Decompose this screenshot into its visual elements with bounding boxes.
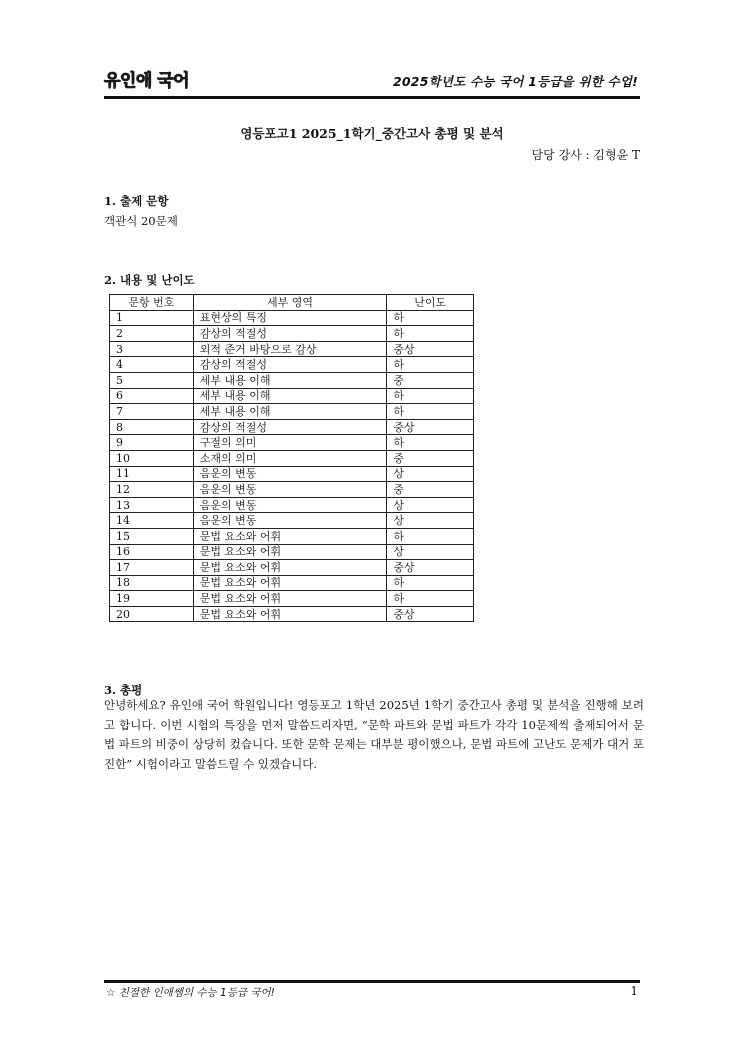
question-number-cell: 1 <box>110 310 194 326</box>
question-number-cell: 10 <box>110 450 194 466</box>
difficulty-cell: 상 <box>387 544 474 560</box>
question-number-cell: 18 <box>110 575 194 591</box>
question-number-cell: 15 <box>110 528 194 544</box>
table-row <box>110 544 474 560</box>
question-number-cell: 5 <box>110 372 194 388</box>
table-row <box>110 482 474 498</box>
difficulty-cell: 상 <box>387 466 474 482</box>
difficulty-cell: 하 <box>387 357 474 373</box>
question-number-cell: 14 <box>110 513 194 529</box>
table-row <box>110 341 474 357</box>
document-title: 영등포고1 2025_1학기_중간고사 총평 및 분석 <box>240 126 504 141</box>
detail-area-cell: 음운의 변동 <box>193 513 387 529</box>
detail-area-cell: 세부 내용 이해 <box>193 388 387 404</box>
detail-area-cell: 문법 요소와 어휘 <box>193 606 387 622</box>
review-paragraph: 안녕하세요? 유인애 국어 학원입니다! 영등포고 1학년 2025년 1학기 중간고사 총평 및 분석을 진행해 보려고 합니다. 이번 시험의 특징을 먼저 말씀드리자면, “문학 파트와 문법 파트가 각각 10문제씩 출제되어서 문법 파트의 비중이 상당히 컸습니다. 또한 문학 문제는 대부분 평이했으나, 문법 파트에 고난도 문제가 대거 포진한” 시험이라고 말씀드릴 수 있겠습니다. <box>104 698 644 771</box>
difficulty-cell: 중 <box>387 450 474 466</box>
table-row <box>110 372 474 388</box>
detail-area-cell: 문법 요소와 어휘 <box>193 528 387 544</box>
logo-text-part1: 유인애 <box>104 71 152 91</box>
question-number-cell: 16 <box>110 544 194 560</box>
detail-area-cell: 문법 요소와 어휘 <box>193 575 387 591</box>
table-row <box>110 528 474 544</box>
question-number-cell: 20 <box>110 606 194 622</box>
page-number: 1 <box>630 984 638 998</box>
column-header: 난이도 <box>387 295 474 311</box>
question-number-cell: 3 <box>110 341 194 357</box>
table-row <box>110 513 474 529</box>
difficulty-cell: 상 <box>387 497 474 513</box>
difficulty-cell: 하 <box>387 528 474 544</box>
brand-logo <box>104 70 189 92</box>
difficulty-cell: 하 <box>387 575 474 591</box>
question-number-cell: 8 <box>110 419 194 435</box>
table-row <box>110 357 474 373</box>
table-row <box>110 310 474 326</box>
detail-area-cell: 표현상의 특징 <box>193 310 387 326</box>
table-row <box>110 435 474 451</box>
section1-heading: 1. 출제 문항 <box>104 194 169 208</box>
difficulty-cell: 중상 <box>387 341 474 357</box>
detail-area-cell: 감상의 적절성 <box>193 357 387 373</box>
detail-area-cell: 외적 준거 바탕으로 감상 <box>193 341 387 357</box>
detail-area-cell: 소재의 의미 <box>193 450 387 466</box>
column-header: 세부 영역 <box>193 295 387 311</box>
difficulty-cell: 중상 <box>387 606 474 622</box>
instructor-line: 담당 강사 : 김형윤 T <box>531 148 640 162</box>
difficulty-cell: 중상 <box>387 419 474 435</box>
table-row <box>110 560 474 576</box>
question-number-cell: 4 <box>110 357 194 373</box>
detail-area-cell: 음운의 변동 <box>193 466 387 482</box>
difficulty-cell: 하 <box>387 310 474 326</box>
difficulty-cell: 중상 <box>387 560 474 576</box>
section1-text: 객관식 20문제 <box>104 214 178 228</box>
table-row <box>110 404 474 420</box>
table-row <box>110 606 474 622</box>
table-row <box>110 466 474 482</box>
question-number-cell: 17 <box>110 560 194 576</box>
page-header <box>104 70 640 94</box>
detail-area-cell: 감상의 적절성 <box>193 419 387 435</box>
footer-divider <box>104 980 640 983</box>
question-number-cell: 7 <box>110 404 194 420</box>
difficulty-cell: 하 <box>387 388 474 404</box>
question-number-cell: 6 <box>110 388 194 404</box>
detail-area-cell: 세부 내용 이해 <box>193 372 387 388</box>
question-number-cell: 9 <box>110 435 194 451</box>
table-row <box>110 419 474 435</box>
question-number-cell: 12 <box>110 482 194 498</box>
question-number-cell: 11 <box>110 466 194 482</box>
section3-heading: 3. 총평 <box>104 683 143 697</box>
question-number-cell: 19 <box>110 591 194 607</box>
detail-area-cell: 음운의 변동 <box>193 482 387 498</box>
detail-area-cell: 구절의 의미 <box>193 435 387 451</box>
difficulty-cell: 하 <box>387 591 474 607</box>
detail-area-cell: 문법 요소와 어휘 <box>193 591 387 607</box>
difficulty-cell: 하 <box>387 326 474 342</box>
table-row <box>110 388 474 404</box>
question-number-cell: 13 <box>110 497 194 513</box>
logo-text-part2: 국어 <box>151 71 190 91</box>
table-header-row <box>110 295 474 311</box>
header-slogan: 2025학년도 수능 국어 1등급을 위한 수업! <box>393 74 638 89</box>
difficulty-table <box>109 294 474 622</box>
detail-area-cell: 문법 요소와 어휘 <box>193 560 387 576</box>
difficulty-cell: 중 <box>387 372 474 388</box>
detail-area-cell: 세부 내용 이해 <box>193 404 387 420</box>
detail-area-cell: 문법 요소와 어휘 <box>193 544 387 560</box>
column-header: 문항 번호 <box>110 295 194 311</box>
question-number-cell: 2 <box>110 326 194 342</box>
difficulty-cell: 하 <box>387 435 474 451</box>
detail-area-cell: 음운의 변동 <box>193 497 387 513</box>
section2-heading: 2. 내용 및 난이도 <box>104 273 195 287</box>
footer-tagline: ☆ 친절한 인애쌤의 수능 1등급 국어! <box>106 987 275 999</box>
difficulty-cell: 하 <box>387 404 474 420</box>
table-row <box>110 575 474 591</box>
difficulty-cell: 중 <box>387 482 474 498</box>
table-row <box>110 326 474 342</box>
header-divider <box>104 96 640 99</box>
detail-area-cell: 감상의 적절성 <box>193 326 387 342</box>
difficulty-cell: 상 <box>387 513 474 529</box>
table-row <box>110 497 474 513</box>
table-row <box>110 591 474 607</box>
table-row <box>110 450 474 466</box>
